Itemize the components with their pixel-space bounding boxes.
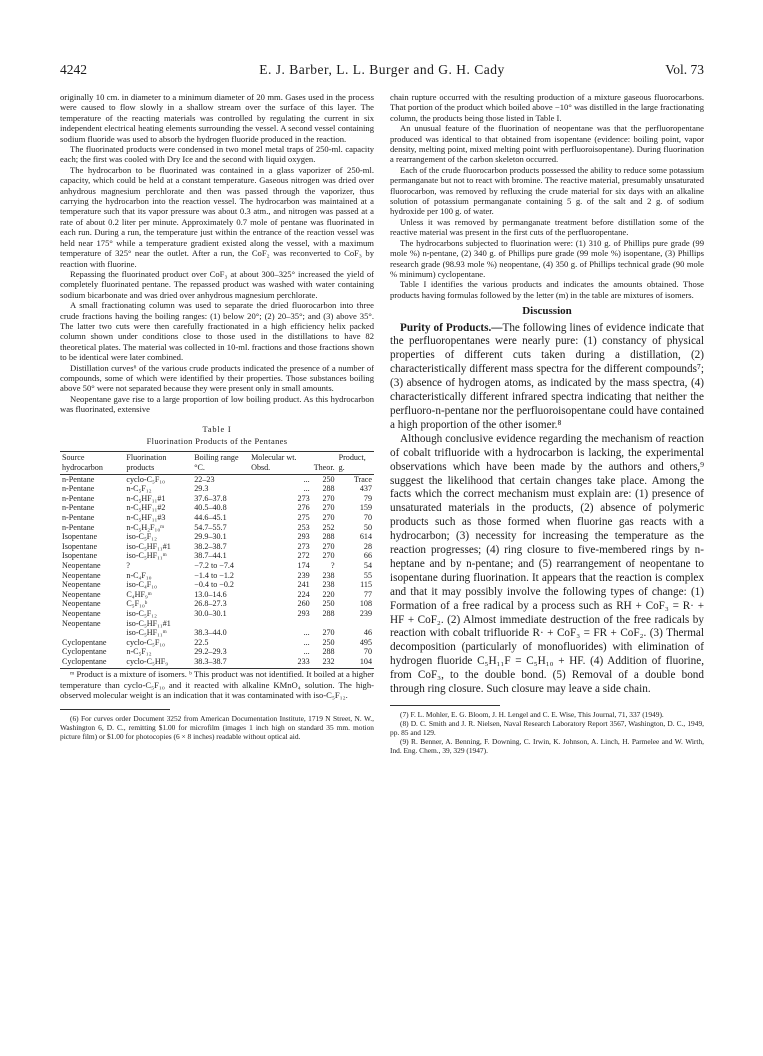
table-cell: Neopentane bbox=[62, 608, 101, 618]
table-cell: 288 bbox=[322, 532, 335, 542]
table-cell: 250 bbox=[322, 637, 335, 647]
table-caption: Table I bbox=[202, 424, 232, 434]
table-cell: ? bbox=[331, 560, 335, 570]
running-title: E. J. Barber, L. L. Burger and G. H. Cady bbox=[259, 62, 505, 77]
table-cell: 270 bbox=[322, 628, 335, 638]
table-row bbox=[60, 513, 374, 523]
table-cell: 40.5–40.8 bbox=[194, 503, 227, 513]
column-header: Fluorination products bbox=[126, 453, 167, 472]
table-cell: 250 bbox=[322, 599, 335, 609]
table-cell: n-Pentane bbox=[62, 484, 95, 494]
table-cell: C₄HF₉ᵐ bbox=[126, 589, 152, 599]
table-cell: 54 bbox=[363, 560, 372, 570]
table-cell: 241 bbox=[297, 580, 310, 590]
paragraph: Each of the crude fluorocarbon products possessed the ability to reduce some potassium permanganate but not to react with bromine. The reactive material, presumably unsaturated fluorocarbon, was removed by refluxing the crude material for six days with an alkaline solution of potassium permanganate containing 5 g. of the salt and 2 g. of sodium hydroxide per 100 g. of water. bbox=[390, 164, 704, 217]
table-row bbox=[60, 494, 374, 504]
table-cell: 288 bbox=[322, 608, 335, 618]
footnote: (7) F. L. Mohler, E. G. Bloom, J. H. Lengel and C. E. Wise, This Journal, 71, 337 (1949). bbox=[400, 710, 664, 719]
table-cell: 270 bbox=[322, 503, 335, 513]
table-cell: −7.2 to −7.4 bbox=[194, 560, 234, 570]
table-cell: 22–23 bbox=[194, 474, 215, 484]
table-cell: 233 bbox=[249, 657, 312, 669]
table-cell: ... bbox=[303, 647, 310, 657]
table-body bbox=[60, 474, 374, 669]
table-cell: 273 bbox=[297, 541, 310, 551]
table-cell: Neopentane bbox=[62, 560, 101, 570]
table-row bbox=[60, 561, 374, 571]
paragraph: The following lines of evidence indicate that the perfluoropentanes were nearly pure: (1) constancy of physical properties of different cuts taken during a distillation, (2) characteristically different mass spectra for the different compounds⁷; (3) absence of hydrogen atoms, as indicated by the mass spectra, (4) characteristically different infrared spectra indicating that neither the perfluoro-n-pentane nor the perfluoroisopentane could have contained a high proportion of the other isomer.⁸ bbox=[390, 321, 704, 431]
table-cell: n-C₅HF₁₁#1 bbox=[126, 493, 166, 503]
paragraph: Although conclusive evidence regarding the mechanism of reaction of cobalt trifluoride with a hydrocarbon is lacking, the experimental observations which have been made by the authors and others,⁹ suggest the likelihood that certain changes take place. Among the facts which the correct mechanism must explain are: (1) presence of unsaturated materials in the products, (2) absence of polymeric products such as those formed when fluorine gas reacts with a hydrocarbon; (3) necessity for increasing the temperature as the reaction progresses; (4) ring closure to five-membered rings by n-heptane and by n-pentane; and (5) rearrangement of neopentane to isopentane during fluorination. It appears that the reaction is complex and that it may possibly involve the following types of change: (1) Formation of a free radical by a process such as RH + CoF₃ = R· + HF + CoF₂. (2) Almost immediate destruction of the free radicals by reaction with cobalt trifluoride R· + CoF₃ = FR + CoF₂. (3) Thermal decomposition (particularly of monofluorides) with elimination of hydrogen fluoride C₅H₁₁F = C₅H₁₀ + HF. (4) Addition of fluorine, from CoF₃, to the double bond. (5) Removal of a double bond through ring closure. Such closure may leave a side chain. bbox=[390, 432, 704, 696]
table-cell: Trace bbox=[353, 474, 372, 484]
table-cell: 44.6–45.1 bbox=[194, 512, 227, 522]
table-header-row bbox=[60, 452, 374, 474]
table-cell: 38.7–44.1 bbox=[194, 551, 227, 561]
column-header: Molecular wt. Obsd. bbox=[251, 453, 297, 472]
table-cell: 437 bbox=[359, 484, 372, 494]
table-cell: ... bbox=[303, 628, 310, 638]
volume-label: Vol. 73 bbox=[665, 62, 704, 77]
table-cell: iso-C₅HF₁₁#1 bbox=[126, 541, 171, 551]
table-cell: 275 bbox=[297, 512, 310, 522]
table-row bbox=[60, 647, 374, 657]
table-cell: iso-C₅F₁₂ bbox=[126, 532, 157, 542]
paragraph: The hydrocarbon to be fluorinated was contained in a glass vaporizer of 250-ml. capacity, which could be held at a constant temperature. Gaseous nitrogen was dried over anhydrous magnesium perchlorate and then was passed through the vaporizer, thus carrying the hydrocarbon into the reaction vessel. The hydrocarbon was maintained at a temperature such that its vapor pressure was about 0.3 atm., and nitrogen was passed at a rate of about 0.2 liter per minute. Approximately 0.7 mole of pentane was fluorinated in each run. During a run, the temperature just within the entrance of the reaction vessel was held near 175° while a temperature gradient existed along the vessel, with a maximum temperature of 325° near the outlet. After a run, the CoF₂ was reconverted to CoF₃ by reaction with fluorine. bbox=[60, 164, 374, 269]
table-cell: 22.5 bbox=[194, 637, 209, 647]
page-number: 4242 bbox=[60, 62, 87, 77]
table-cell: 260 bbox=[297, 599, 310, 609]
table-row bbox=[60, 609, 374, 619]
table-cell: 174 bbox=[297, 560, 310, 570]
table-cell: 30.0–30.1 bbox=[194, 608, 227, 618]
table-cell: Isopentane bbox=[62, 541, 98, 551]
table-cell: −0.4 to −0.2 bbox=[194, 580, 234, 590]
table-cell bbox=[60, 628, 124, 638]
left-column bbox=[60, 92, 374, 741]
section-heading: Discussion bbox=[522, 305, 572, 318]
table-cell: 293 bbox=[297, 532, 310, 542]
table-cell: Cyclopentane bbox=[60, 657, 124, 669]
paragraph: originally 10 cm. in diameter to a minimum diameter of 20 mm. Gases used in the process were caused to flow slowly in a shallow stream over the surface of this layer. The temperature of the reacting materials was controlled by regulating the current in six independent electrical heating elements surrounding the vessel. A second vessel containing sodium fluoride was used to absorb the hydrogen fluoride produced in the reaction. bbox=[60, 92, 374, 144]
table-cell: 220 bbox=[322, 589, 335, 599]
table-cell: n-Pentane bbox=[62, 474, 95, 484]
paragraph: The fluorinated products were condensed in two monel metal traps of 250-ml. capacity each; the first was cooled with Dry Ice and the second with liquid oxygen. bbox=[60, 144, 374, 165]
table-cell: 46 bbox=[363, 628, 372, 638]
table-cell: 495 bbox=[359, 637, 372, 647]
table-row bbox=[60, 523, 374, 533]
table-cell: n-C₅HF₁₁#2 bbox=[126, 503, 166, 513]
table-cell: Neopentane bbox=[62, 570, 101, 580]
table-row bbox=[60, 580, 374, 590]
table-cell: 253 bbox=[297, 522, 310, 532]
table-cell: n-C₅F₁₂ bbox=[126, 647, 152, 657]
table-cell: 270 bbox=[322, 551, 335, 561]
table-cell: Cyclopentane bbox=[62, 647, 107, 657]
table-cell: Neopentane bbox=[62, 599, 101, 609]
footnote-rule bbox=[60, 709, 170, 710]
table-cell: n-C₅HF₁₁#3 bbox=[126, 512, 166, 522]
table-cell: 239 bbox=[297, 570, 310, 580]
right-column bbox=[390, 92, 704, 755]
table-cell: 37.6–37.8 bbox=[194, 493, 227, 503]
table-title: Fluorination Products of the Pentanes bbox=[146, 437, 288, 446]
table-cell: cyclo-C₅F₁₀ bbox=[126, 474, 165, 484]
table-cell: 232 bbox=[312, 657, 337, 669]
table-cell: 26.8–27.3 bbox=[194, 599, 227, 609]
table-row bbox=[60, 532, 374, 542]
table-cell: 66 bbox=[363, 551, 372, 561]
paragraph: Distillation curves⁶ of the various crude products indicated the presence of a number of compounds, some of which were identified by their properties. Those substances boiling above 50° were not separated because they were present only in small amounts. bbox=[60, 362, 374, 394]
column-header: Source hydrocarbon bbox=[62, 453, 103, 472]
table-cell: 159 bbox=[359, 503, 372, 513]
table-cell: 108 bbox=[359, 599, 372, 609]
table-cell: 293 bbox=[297, 608, 310, 618]
table-cell: iso-C₄F₁₀ bbox=[126, 580, 157, 590]
table-cell: 250 bbox=[322, 474, 335, 484]
table-row bbox=[60, 619, 374, 629]
table-cell: cyclo-C₅HF₉ bbox=[124, 657, 192, 669]
table-cell: 77 bbox=[363, 589, 372, 599]
table-cell: 276 bbox=[297, 503, 310, 513]
table-cell: iso-C₅HF₁₁ᵐ bbox=[126, 628, 167, 638]
paragraph: Repassing the fluorinated product over CoF₃ at about 300–325° increased the yield of completely fluorinated pentane. The repassed product was washed with water containing sodium bicarbonate and was dried over anhydrous magnesium perchlorate. bbox=[60, 268, 374, 300]
table-cell: 29.2–29.3 bbox=[194, 647, 227, 657]
table-cell: 238 bbox=[322, 570, 335, 580]
table-cell: 288 bbox=[322, 647, 335, 657]
table-row bbox=[60, 551, 374, 561]
footnote-rule bbox=[390, 705, 500, 706]
table-cell: 29.9–30.1 bbox=[194, 532, 227, 542]
table-cell: 55 bbox=[363, 570, 372, 580]
table-cell bbox=[192, 619, 249, 629]
run-in-heading: Purity of Products.— bbox=[400, 321, 503, 334]
table-cell: ... bbox=[303, 484, 310, 494]
column-header: Theor. bbox=[313, 463, 335, 472]
table-cell: 614 bbox=[359, 532, 372, 542]
footnote: (6) For curves order Document 3252 from American Documentation Institute, 1719 N Street, N. W., Washington 6, D. C., remitting $1.00 for microfilm (images 1 inch high on standard 35 mm. motion picture film) or $1.00 for photocopies (6 × 8 inches) readable without optical aid. bbox=[60, 713, 374, 741]
table-cell bbox=[249, 619, 312, 629]
table-cell: iso-C₅HF₁₁ᵐ bbox=[126, 551, 167, 561]
table-cell: 239 bbox=[359, 608, 372, 618]
table-cell: ? bbox=[126, 560, 130, 570]
table-cell: C₅F₁₀ᵇ bbox=[126, 599, 148, 609]
table-row bbox=[60, 590, 374, 600]
table-cell: 272 bbox=[297, 551, 310, 561]
paragraph: chain rupture occurred with the resulting production of a mixture gaseous fluorocarbons. That portion of the product which boiled above −10° was distilled in the large fractionating column, the products being those listed in Table I. bbox=[390, 92, 704, 123]
table-cell: iso-C₅F₁₂ bbox=[126, 608, 157, 618]
table-row bbox=[60, 484, 374, 494]
table-cell: cyclo-C₅F₁₀ bbox=[126, 637, 165, 647]
table-row bbox=[60, 542, 374, 552]
table-cell: ... bbox=[303, 474, 310, 484]
table-cell: 38.2–38.7 bbox=[194, 541, 227, 551]
table-cell: Isopentane bbox=[62, 551, 98, 561]
table-cell: 70 bbox=[363, 512, 372, 522]
table-cell: n-Pentane bbox=[62, 503, 95, 513]
products-table bbox=[60, 451, 374, 669]
paragraph: Neopentane gave rise to a large proportion of low boiling product. As this hydrocarbon was fluorinated, extensive bbox=[60, 393, 374, 415]
table-cell: 238 bbox=[322, 580, 335, 590]
paragraph: The hydrocarbons subjected to fluorination were: (1) 310 g. of Phillips pure grade (99 mole %) n-pentane, (2) 340 g. of Phillips pure grade (99 mole %) isopentane, (3) Phillips research grade (98.93 mole %) neopentane, (4) 350 g. of Phillips technical grade (90 mole % minimum) cyclopentane. bbox=[390, 237, 704, 279]
column-header: Boiling range °C. bbox=[194, 453, 239, 472]
running-header bbox=[60, 62, 704, 80]
table-cell: 50 bbox=[363, 522, 372, 532]
footnote: (8) D. C. Smith and J. R. Nielsen, Naval Research Laboratory Report 3567, Washington, D. C., 1949, pp. 85 and 129. bbox=[390, 719, 704, 737]
table-cell: Cyclopentane bbox=[62, 637, 107, 647]
table-row bbox=[60, 503, 374, 513]
table-cell: iso-C₅HF₁₁#1 bbox=[126, 618, 171, 628]
table-cell: 288 bbox=[322, 484, 335, 494]
table-cell: Isopentane bbox=[62, 532, 98, 542]
table-cell: 38.3–44.0 bbox=[194, 628, 227, 638]
table-cell: 38.3–38.7 bbox=[192, 657, 249, 669]
table-cell: Neopentane bbox=[62, 618, 101, 628]
table-cell: Neopentane bbox=[62, 589, 101, 599]
table-cell bbox=[337, 619, 374, 629]
table-cell: n-C₅H₂F₁₀ᵐ bbox=[126, 522, 165, 532]
table-cell: n-C₄F₁₀ bbox=[126, 570, 152, 580]
table-note: ᵐ Product is a mixture of isomers. ᵇ This product was not identified. It boiled at a higher temperature than cyclo-C₅F₁₀ and it reacted with alkaline KMnO₄ solution. The high-observed molecular weight is an indication that it was contaminated with iso-C₅F₁₂. bbox=[60, 669, 374, 701]
table-cell: 54.7–55.7 bbox=[194, 522, 227, 532]
table-cell: ... bbox=[303, 637, 310, 647]
table-cell: n-Pentane bbox=[62, 512, 95, 522]
table-cell: −1.4 to −1.2 bbox=[194, 570, 234, 580]
table-cell: 270 bbox=[322, 493, 335, 503]
table-row bbox=[60, 657, 374, 669]
table-row bbox=[60, 628, 374, 638]
table-cell: Neopentane bbox=[62, 580, 101, 590]
table-row bbox=[60, 638, 374, 648]
table-cell: 115 bbox=[360, 580, 372, 590]
table-cell: 28 bbox=[363, 541, 372, 551]
paragraph: Table I identifies the various products and indicates the amounts obtained. Those products having formulas followed by the letter (m) in the table are mixtures of isomers. bbox=[390, 279, 704, 300]
table-cell bbox=[312, 619, 337, 629]
table-cell: 70 bbox=[363, 647, 372, 657]
table-cell: 224 bbox=[297, 589, 310, 599]
table-cell: 252 bbox=[322, 522, 335, 532]
table-cell: 270 bbox=[322, 541, 335, 551]
table-cell: n-Pentane bbox=[62, 493, 95, 503]
table-row bbox=[60, 599, 374, 609]
column-header: Product, g. bbox=[338, 453, 366, 472]
table-cell: 29.3 bbox=[194, 484, 209, 494]
table-cell: 270 bbox=[322, 512, 335, 522]
table-row bbox=[60, 571, 374, 581]
footnote: (9) R. Benner, A. Benning, F. Downing, C. Irwin, K. Johnson, A. Linch, H. Parmelee and W. Wirth, Ind. Eng. Chem., 39, 329 (1947). bbox=[390, 737, 704, 755]
table-cell: 104 bbox=[337, 657, 374, 669]
discussion-body bbox=[390, 322, 704, 697]
table-cell: n-C₅F₁₂ bbox=[126, 484, 152, 494]
table-cell: n-Pentane bbox=[62, 522, 95, 532]
table-cell: 273 bbox=[297, 493, 310, 503]
paragraph: Unless it was removed by permanganate treatment before distillation some of the reactive material was present in the first cuts of the perfluoropentane. bbox=[390, 216, 704, 238]
table-cell: 79 bbox=[363, 493, 372, 503]
table-row bbox=[60, 474, 374, 484]
paragraph: An unusual feature of the fluorination of neopentane was that the perfluoropentane produced was identical to that obtained from isopentane (evidence: boiling point, vapor density, melting point, mixed melting point with perfluoroisopentane). During fluorination a rearrangement of the carbon skeleton occurred. bbox=[390, 123, 704, 165]
table-cell: 13.0–14.6 bbox=[194, 589, 227, 599]
paragraph: A small fractionating column was used to separate the dried fluorocarbon into three crude fractions having the boiling ranges: (1) below 20°; (2) 20–35°; and (3) above 35°. The latter two cuts were then carefully fractionated in a high efficiency helix packed column shown under conditions close to those used in the distillations to have 82 theoretical plates. The material was collected in 10-ml. fractions and those fractions shown to be identical were later combined. bbox=[60, 300, 374, 363]
